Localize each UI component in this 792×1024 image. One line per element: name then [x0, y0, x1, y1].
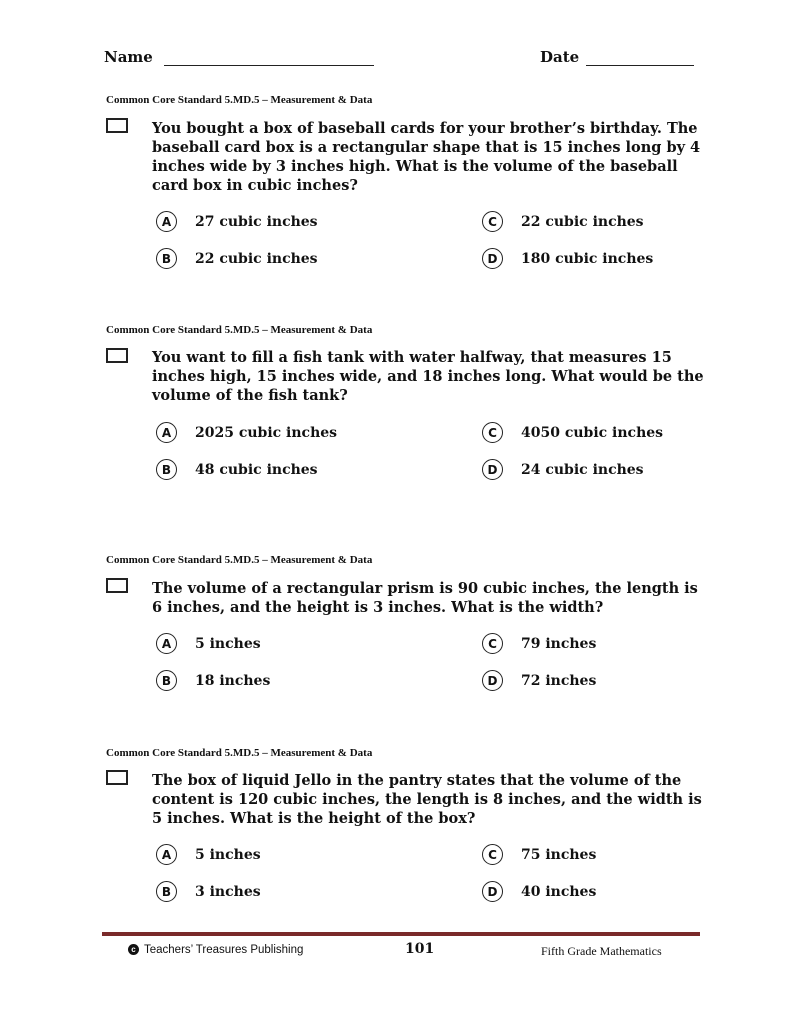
question-checkbox[interactable]: [106, 578, 128, 593]
page-number: 101: [405, 941, 435, 957]
choice-bubble[interactable]: C: [482, 633, 503, 654]
choice-a[interactable]: [156, 633, 261, 654]
question-standard: Common Core Standard 5.MD.5 – Measurement & Data: [106, 554, 373, 566]
choice-text: 24 cubic inches: [521, 461, 644, 478]
choice-text: 22 cubic inches: [195, 250, 318, 267]
choice-bubble[interactable]: A: [156, 633, 177, 654]
choice-bubble[interactable]: B: [156, 670, 177, 691]
choice-bubble[interactable]: D: [482, 248, 503, 269]
choice-a[interactable]: [156, 844, 261, 865]
choice-bubble[interactable]: A: [156, 422, 177, 443]
date-label: Date: [540, 48, 580, 66]
choice-text: 75 inches: [521, 846, 597, 863]
name-label: Name: [104, 48, 153, 66]
date-field: [540, 47, 694, 66]
choice-a[interactable]: [156, 422, 337, 443]
choice-text: 48 cubic inches: [195, 461, 318, 478]
choice-text: 3 inches: [195, 883, 261, 900]
choice-bubble[interactable]: D: [482, 670, 503, 691]
choice-text: 18 inches: [195, 672, 271, 689]
choice-text: 22 cubic inches: [521, 213, 644, 230]
choice-d[interactable]: [482, 248, 653, 269]
publisher-text: Teachers’ Treasures Publishing: [144, 944, 304, 956]
choice-b[interactable]: [156, 459, 318, 480]
question-checkbox[interactable]: [106, 348, 128, 363]
choice-text: 79 inches: [521, 635, 597, 652]
choice-bubble[interactable]: A: [156, 844, 177, 865]
question-text: You want to fill a fish tank with water halfway, that measures 15 inches high, 15 inches wide, and 18 inches long. What would be the volume of the fish tank?: [152, 349, 704, 404]
name-input-line[interactable]: [164, 51, 374, 66]
choice-c[interactable]: [482, 633, 596, 654]
name-field: [104, 47, 374, 66]
choice-bubble[interactable]: C: [482, 211, 503, 232]
question-text: You bought a box of baseball cards for your brother’s birthday. The baseball card box is a rectangular shape that is 15 inches long by 4 inches wide by 3 inches high. What is the volume of the baseball card box in cubic inches?: [152, 120, 701, 194]
copyright-icon: c: [128, 944, 139, 955]
choice-a[interactable]: [156, 211, 318, 232]
choice-bubble[interactable]: C: [482, 422, 503, 443]
choice-c[interactable]: [482, 422, 663, 443]
choice-text: 40 inches: [521, 883, 597, 900]
question-checkbox[interactable]: [106, 770, 128, 785]
choice-d[interactable]: [482, 459, 644, 480]
choice-bubble[interactable]: D: [482, 459, 503, 480]
date-input-line[interactable]: [586, 51, 694, 66]
choice-bubble[interactable]: A: [156, 211, 177, 232]
question-checkbox[interactable]: [106, 118, 128, 133]
question-standard: Common Core Standard 5.MD.5 – Measurement & Data: [106, 94, 373, 106]
choice-d[interactable]: [482, 670, 596, 691]
choice-b[interactable]: [156, 670, 270, 691]
choice-bubble[interactable]: B: [156, 881, 177, 902]
question-standard: Common Core Standard 5.MD.5 – Measurement & Data: [106, 747, 373, 759]
choice-d[interactable]: [482, 881, 596, 902]
question-text: The volume of a rectangular prism is 90 cubic inches, the length is 6 inches, and the height is 3 inches. What is the width?: [152, 580, 698, 616]
choice-text: 180 cubic inches: [521, 250, 654, 267]
footer-publisher: [128, 944, 303, 956]
choice-text: 5 inches: [195, 846, 261, 863]
choice-bubble[interactable]: B: [156, 248, 177, 269]
footer-rule: [102, 932, 700, 936]
choice-text: 4050 cubic inches: [521, 424, 664, 441]
choice-text: 5 inches: [195, 635, 261, 652]
choice-text: 27 cubic inches: [195, 213, 318, 230]
choice-bubble[interactable]: C: [482, 844, 503, 865]
question-text: The box of liquid Jello in the pantry states that the volume of the content is 120 cubic inches, the length is 8 inches, and the width is 5 inches. What is the height of the box?: [152, 772, 702, 827]
choice-b[interactable]: [156, 248, 318, 269]
choice-text: 2025 cubic inches: [195, 424, 338, 441]
choice-bubble[interactable]: D: [482, 881, 503, 902]
choice-c[interactable]: [482, 844, 596, 865]
choice-text: 72 inches: [521, 672, 597, 689]
choice-bubble[interactable]: B: [156, 459, 177, 480]
choice-b[interactable]: [156, 881, 261, 902]
question-standard: Common Core Standard 5.MD.5 – Measurement & Data: [106, 324, 373, 336]
choice-c[interactable]: [482, 211, 644, 232]
footer-subject: Fifth Grade Mathematics: [541, 944, 662, 958]
